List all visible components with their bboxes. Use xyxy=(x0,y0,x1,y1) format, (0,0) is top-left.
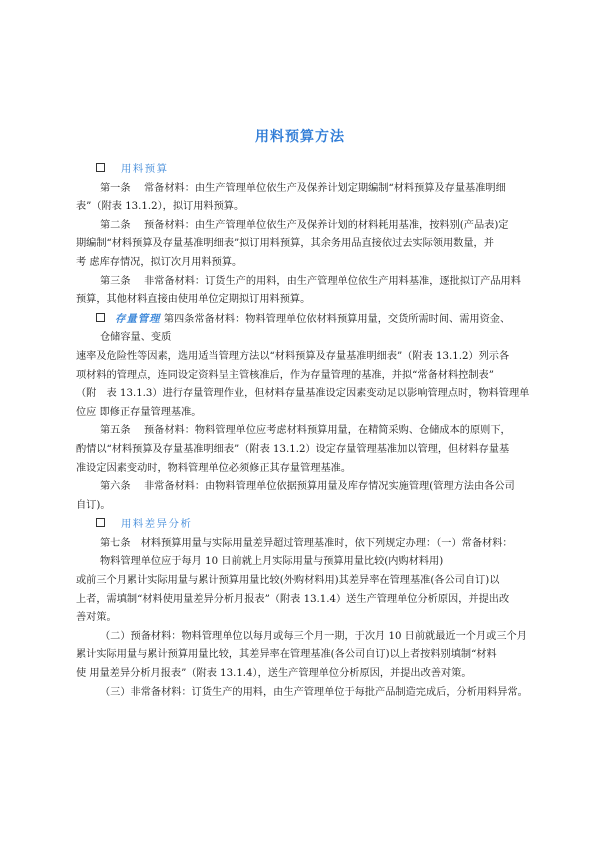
section-title: 用料差异分析 xyxy=(121,518,193,531)
section-title: 用料预算 xyxy=(121,163,169,175)
checkbox-icon xyxy=(96,163,105,172)
section-heading-inventory xyxy=(76,310,540,330)
section-heading-budget xyxy=(76,160,540,180)
paragraph-line: 自订)。 xyxy=(76,499,111,511)
paragraph-line: （附 表 13.1.3）进行存量管理作业，但材料存量基准设定因素变动足以影响管理点时，物料管理单 xyxy=(76,388,530,400)
paragraph-line: 酌情以“材料预算及存量基准明细表”（附表 13.1.2）设定存量管理基准加以管理，但材料存量基 xyxy=(76,443,510,455)
paragraph-line: 上者，需填制“材料使用量差异分析月报表”（附表 13.1.4）送生产管理单位分析原因，并提出改 xyxy=(76,593,510,605)
paragraph-line: 第五条 预备材料：物料管理单位应考虑材料预算用量，在精简采购、仓储成本的原则下， xyxy=(100,425,511,437)
paragraph-line: 表”（附表 13.1.2），拟订用料预算。 xyxy=(76,201,245,213)
paragraph-line: 第三条 非常备材料：订货生产的用料，由生产管理单位依生产用料基准，逐批拟订产品用料 xyxy=(100,275,521,287)
paragraph-line: 仓储容量、变质 xyxy=(100,332,172,344)
paragraph-line: （三）非常备材料：订货生产的用料，由生产管理单位于每批产品制造完成后，分析用料异常。 xyxy=(100,686,528,698)
document-body xyxy=(76,160,540,702)
paragraph-line: 位应 即修正存量管理基准。 xyxy=(76,406,202,418)
paragraph-line: 或前三个月累计实际用量与累计预算用量比较(外购材料用)其差异率在管理基准(各公司自订)以 xyxy=(76,575,500,587)
paragraph-line: 第六条 非常备材料：由物料管理单位依据预算用量及库存情况实施管理(管理方法由各公司 xyxy=(100,481,515,493)
paragraph-line: 考 虑库存情况，拟订次月用料预算。 xyxy=(76,256,243,268)
paragraph-line: 善对策。 xyxy=(76,612,117,624)
paragraph-line: 使 用量差异分析月报表”（附表 13.1.4），送生产管理单位分析原因，并提出改善对策。 xyxy=(76,668,472,680)
page-title: 用料预算方法 xyxy=(255,129,345,145)
paragraph-line: 准设定因素变动时，物料管理单位必须修正其存量管理基准。 xyxy=(76,462,352,474)
paragraph-line: 项材料的管理点，连同设定资料呈主管核准后，作为存量管理的基准，并拟“常备材料控制表” xyxy=(76,369,494,381)
checkbox-icon xyxy=(96,518,105,527)
paragraph-line: 累计实际用量与累计预算用量比较，其差异率在管理基准(各公司自订)以上者按料别填制“材料 xyxy=(76,649,497,661)
paragraph-line: 速率及危险性等因素，选用适当管理方法以“材料预算及存量基准明细表”（附表 13.1.2）列示各 xyxy=(76,350,510,362)
paragraph-line: 物料管理单位应于每月 10 日前就上月实际用量与预算用量比较(内购材料用) xyxy=(100,556,444,568)
paragraph-line: 第一条 常备材料：由生产管理单位依生产及保养计划定期编制“材料预算及存量基准明细 xyxy=(100,182,506,194)
section-heading-variance xyxy=(76,515,540,535)
checkbox-icon xyxy=(96,313,105,322)
paragraph-line: 第二条 预备材料：由生产管理单位依生产及保养计划的材料耗用基准，按料别(产品表)定 xyxy=(100,219,509,231)
section-title: 存量管理 xyxy=(115,312,161,325)
paragraph-line: （二）预备材料：物料管理单位以每月或每三个月一期，于次月 10 日前就最近一个月或三个月 xyxy=(100,630,527,642)
section-heading-text: 第四条常备材料：物料管理单位依材料预算用量，交货所需时间、需用资金、 xyxy=(163,313,511,325)
paragraph-line: 预算，其他材料直接由使用单位定期拟订用料预算。 xyxy=(76,294,311,306)
paragraph-line: 期编制“材料预算及存量基准明细表”拟订用料预算，其余务用品直接依过去实际领用数量，并 xyxy=(76,238,494,250)
paragraph-line: 第七条 材料预算用量与实际用量差异超过管理基准时，依下列规定办理：（一）常备材料： xyxy=(100,537,513,549)
